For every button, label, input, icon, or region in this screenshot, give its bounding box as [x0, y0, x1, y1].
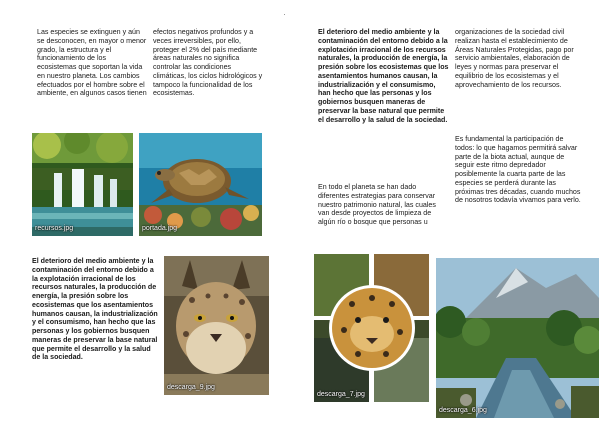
turtle-image [139, 133, 262, 236]
right-col2-paragraph-1: organizaciones de la sociedad civil realizan hasta el establecimiento de Áreas Naturales Protegidas, pago por servicio ambientales, elaboración de leyes y normas para preservar el equilibrio de los ecosistemas y el aprovechamiento de los recursos. [455, 28, 574, 89]
mountain-river-image [436, 258, 599, 418]
waterfall-caption: recursos.jpg [35, 225, 74, 232]
page-dot [284, 14, 285, 15]
jaguar-collage-image [314, 254, 429, 402]
jaguar-caption: descarga_7.jpg [317, 391, 365, 398]
left-col1-paragraph: Las especies se extinguen y aún se desconocen, en mayor o menor grado, la estructura y el funcionamiento de los ecosistemas que soportan la vida en nuestro planeta. Los cambios efectuados por el hombre sobre el ambiente, en algunos casos tienen [37, 28, 147, 98]
turtle-caption: portada.jpg [142, 225, 178, 232]
left-col2-paragraph: efectos negativos profundos y a veces irreversibles, por ello, proteger el 2% del país mediante áreas naturales no significa controlar las condiciones climáticas, los ciclos hidrológicos y tampoco la funcionalidad de los ecosistemas. [153, 28, 263, 98]
waterfall-image [32, 133, 133, 236]
left-bottom-paragraph: El deterioro del medio ambiente y la contaminación del entorno debido a la explotación irracional de los recursos naturales, la producción de energía, la presión sobre los ecosistemas que los asentamientos humanos causan, la industrialización y el consumismo, han hecho que las personas y los gobiernos busquen maneras de preservar la base natural que permite el desarrollo y la salud de la sociedad. [32, 257, 158, 362]
right-col2-paragraph-2: Es fundamental la participación de todos: lo que hagamos permitirá salvar parte de la biota actual, aunque de seguir este ritmo depredador posiblemente la cuarta parte de las especies se perderá durante las próximas tres décadas, cuando muchos de nosotros todavía vivamos para verlo. [455, 135, 581, 205]
lynx-image [164, 256, 269, 395]
lynx-caption: descarga_9.jpg [167, 384, 215, 391]
right-col1-paragraph: En todo el planeta se han dado diferentes estrategias para conservar nuestro patrimonio natural, las cuales van desde proyectos de limpieza de algún río o bosque que personas u [318, 183, 436, 226]
mountain-caption: descarga_6.jpg [439, 407, 487, 414]
right-col1-bold-paragraph: El deterioro del medio ambiente y la contaminación del entorno debido a la explotación irracional de los recursos naturales, la producción de energía, la presión sobre los ecosistemas que los asentamientos humanos causan, la industrialización y el consumismo, han hecho que las personas y los gobiernos busquen maneras de preservar la base natural que permite el desarrollo y la salud de la sociedad. [318, 28, 449, 124]
